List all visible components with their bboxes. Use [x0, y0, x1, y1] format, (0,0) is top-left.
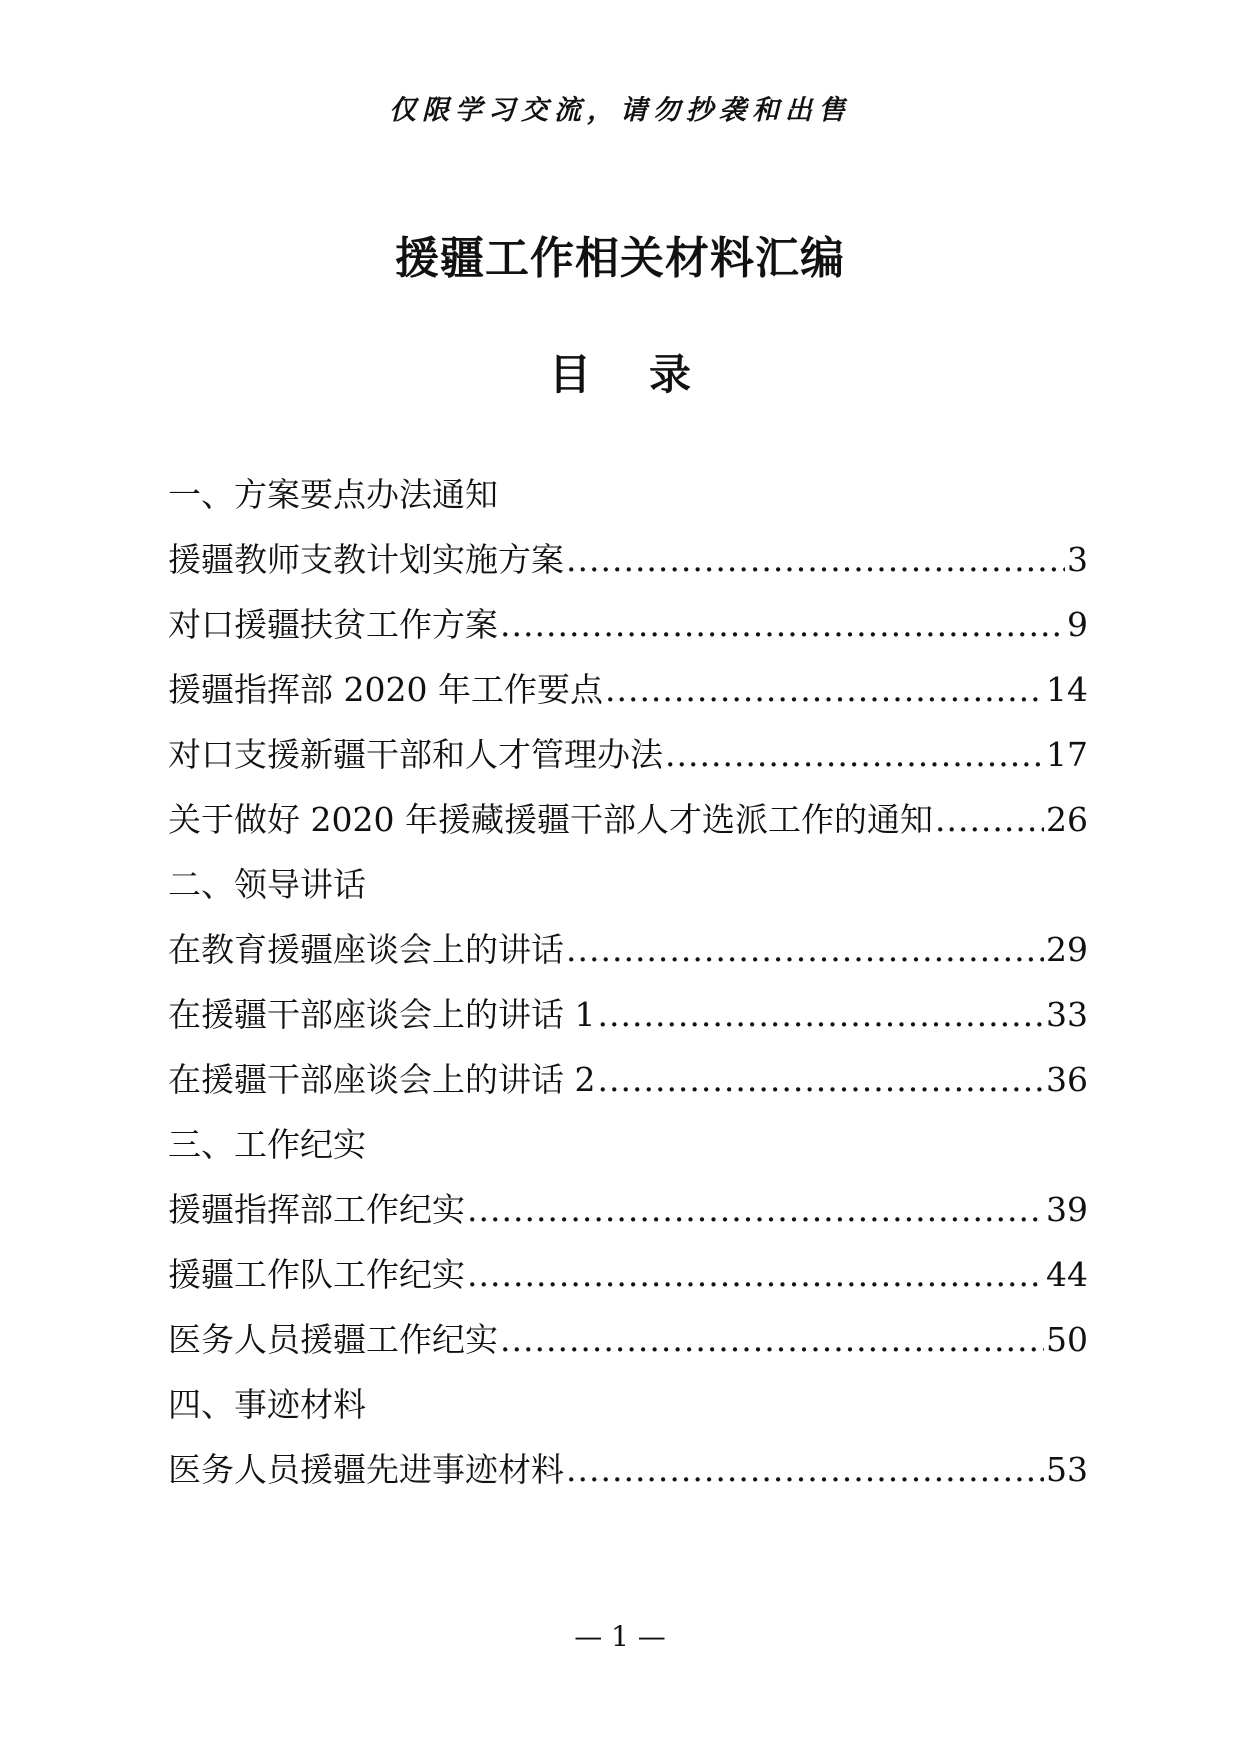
toc-section-heading: 三、工作纪实 [168, 1125, 366, 1164]
dot-leader [598, 982, 1045, 1047]
dot-leader [500, 1307, 1044, 1372]
toc-entry[interactable] [168, 1437, 1088, 1502]
toc-entry[interactable] [168, 657, 1088, 722]
toc-entry-title: 关于做好 2020 年援藏援疆干部人才选派工作的通知 [168, 800, 933, 839]
toc-entry-title: 援疆工作队工作纪实 [168, 1255, 465, 1294]
toc-section-heading: 一、方案要点办法通知 [168, 475, 498, 514]
toc-entry-page: 3 [1067, 540, 1088, 579]
toc-entry[interactable] [168, 1242, 1088, 1307]
dot-leader [605, 657, 1044, 722]
toc-entry[interactable] [168, 1307, 1088, 1372]
toc-entry-page: 17 [1046, 735, 1088, 774]
toc-entry-title: 医务人员援疆工作纪实 [168, 1320, 498, 1359]
toc-entry[interactable] [168, 982, 1088, 1047]
toc-heading: 目录 [548, 350, 749, 399]
toc-entry[interactable] [168, 917, 1088, 982]
toc-section-heading: 二、领导讲话 [168, 865, 366, 904]
toc-entry-page: 33 [1046, 995, 1088, 1034]
dot-leader [665, 722, 1044, 787]
toc-entry-page: 29 [1046, 930, 1088, 969]
toc-entry[interactable] [168, 787, 1088, 852]
toc-entry-title: 对口援疆扶贫工作方案 [168, 605, 498, 644]
dot-leader [500, 592, 1065, 657]
toc-entry-title: 对口支援新疆干部和人才管理办法 [168, 735, 663, 774]
toc-entry-title: 在教育援疆座谈会上的讲话 [168, 930, 564, 969]
toc-entry[interactable] [168, 722, 1088, 787]
dot-leader [598, 1047, 1045, 1112]
toc-entry-page: 9 [1067, 605, 1088, 644]
toc-entry-title: 医务人员援疆先进事迹材料 [168, 1450, 564, 1489]
toc-entry-title: 援疆指挥部 2020 年工作要点 [168, 670, 603, 709]
toc-entry[interactable] [168, 527, 1088, 592]
dot-leader [467, 1242, 1044, 1307]
document-title: 援疆工作相关材料汇编 [395, 233, 845, 284]
header-note: 仅限学习交流，请勿抄袭和出售 [389, 95, 851, 126]
toc-entry-page: 39 [1046, 1190, 1088, 1229]
toc-entry-page: 50 [1046, 1320, 1088, 1359]
toc-entry-title: 援疆教师支教计划实施方案 [168, 540, 564, 579]
toc-entry[interactable] [168, 1177, 1088, 1242]
dot-leader [566, 527, 1065, 592]
dot-leader [566, 917, 1044, 982]
toc-entry-page: 36 [1046, 1060, 1088, 1099]
page-number: — 1 — [574, 1620, 666, 1653]
toc-entry-title: 在援疆干部座谈会上的讲话 1 [168, 995, 596, 1034]
toc-entry-page: 44 [1046, 1255, 1088, 1294]
toc-entry-page: 14 [1046, 670, 1088, 709]
dot-leader [467, 1177, 1044, 1242]
table-of-contents [168, 462, 1088, 1502]
toc-entry-title: 援疆指挥部工作纪实 [168, 1190, 465, 1229]
dot-leader [566, 1437, 1044, 1502]
toc-entry-page: 53 [1046, 1450, 1088, 1489]
dot-leader [935, 787, 1044, 852]
toc-entry-title: 在援疆干部座谈会上的讲话 2 [168, 1060, 596, 1099]
toc-entry[interactable] [168, 592, 1088, 657]
toc-section-heading: 四、事迹材料 [168, 1385, 366, 1424]
toc-entry[interactable] [168, 1047, 1088, 1112]
toc-entry-page: 26 [1046, 800, 1088, 839]
